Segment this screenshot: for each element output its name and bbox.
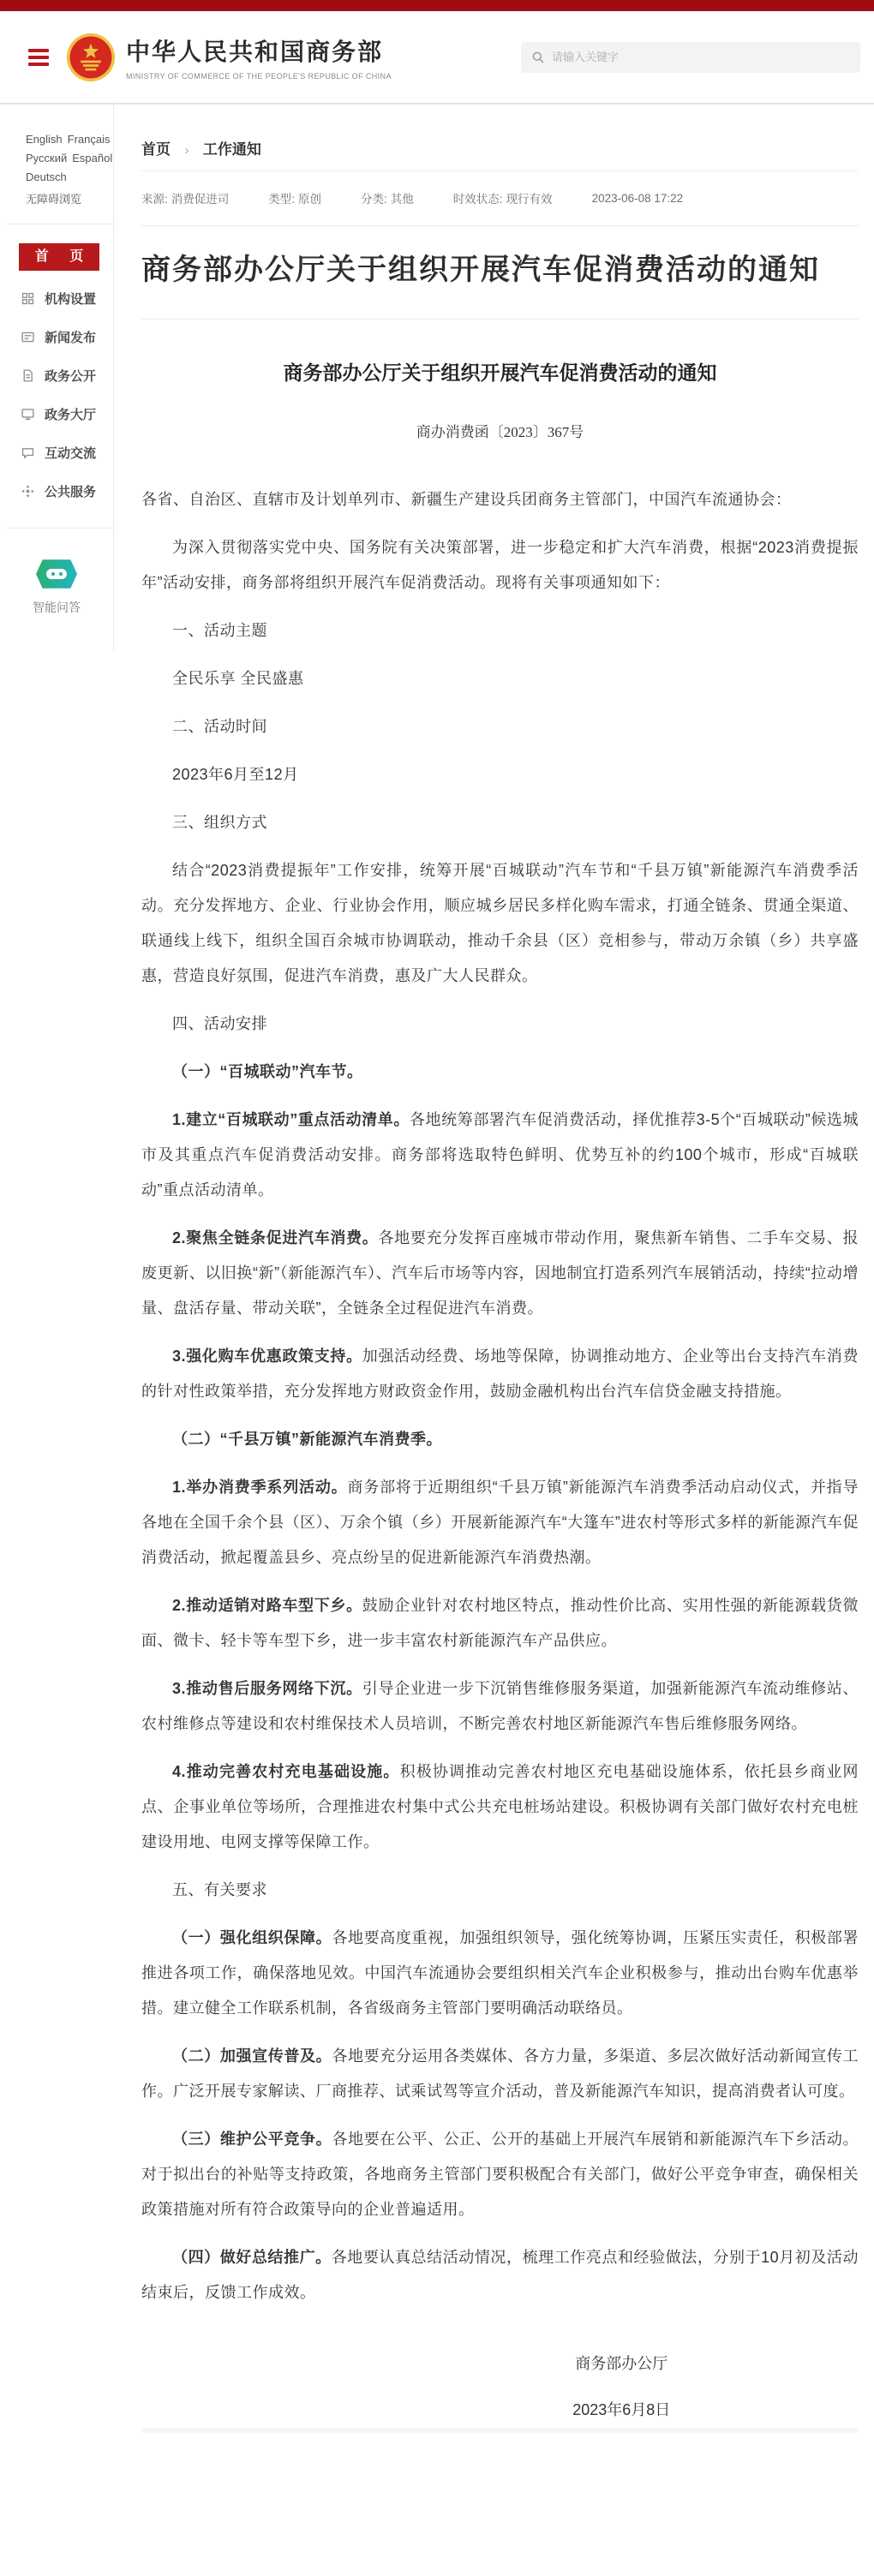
national-emblem-logo [66,33,116,82]
search-icon [531,51,545,64]
paragraph-lead: （二）加强宣传普及。 [172,2047,332,2065]
language-link[interactable]: Deutsch [26,170,67,183]
publish-datetime: 2023-06-08 17:22 [591,191,684,205]
language-links [26,132,120,188]
smart-qa-label: 智能问答 [33,601,81,614]
language-link[interactable]: Français [67,133,111,146]
chat-icon [21,445,35,460]
article-paragraph: 2.推动适销对路车型下乡。鼓励企业针对农村地区特点，推动性价比高、实用性强的新能源载货微面、微卡、轻卡等车型下乡，进一步丰富农村新能源汽车产品供应。 [141,1596,859,1649]
article-paragraph: 3.推动售后服务网络下沉。引导企业进一步下沉销售维修服务渠道，加强新能源汽车流动维修站、农村维修点等建设和农村维保技术人员培训，不断完善农村地区新能源汽车售后维修服务网络。 [141,1679,859,1732]
addressee-line: 各省、自治区、直辖市及计划单列市、新疆生产建设兵团商务主管部门，中国汽车流通协会： [141,490,792,508]
sidebar [0,105,114,652]
news-icon [21,330,35,344]
paragraph-lead: 2.推动适销对路车型下乡。 [172,1596,362,1614]
paragraph-lead: 1.举办消费季系列活动。 [172,1478,348,1496]
sidebar-menu-item[interactable] [0,395,113,433]
sidebar-item-label: 互动交流 [45,446,97,461]
sidebar-menu-item[interactable] [0,472,113,511]
article-paragraph: （一）强化组织保障。各地要高度重视，加强组织领导，强化统筹协调，压紧压实责任，积极部署推进各项工作，确保落地见效。中国汽车流通协会要组织相关汽车企业积极参与，推动出台购车优惠举措。建立健全工作联系机制，各省级商务主管部门要明确活动联络员。 [141,1928,859,2017]
signature-org: 商务部办公厅 [575,2354,668,2372]
article-paragraph: 二、活动时间 [172,717,267,735]
paragraph-lead: 4.推动完善农村充电基础设施。 [172,1762,400,1780]
article-paragraph: 四、活动安排 [172,1014,267,1032]
paragraph-lead: （一）强化组织保障。 [172,1928,332,1946]
article-paragraph: 3.强化购车优惠政策支持。加强活动经费、场地等保障，协调推动地方、企业等出台支持汽车消费的针对性政策举措，充分发挥地方财政资金作用，鼓励金融机构出台汽车信贷金融支持措施。 [141,1347,859,1400]
article-paragraph [141,1055,859,1090]
meta-status: 时效状态: 现行有效 [452,193,553,206]
article-paragraph: 4.推动完善农村充电基础设施。积极协调推动完善农村地区充电基础设施体系，依托县乡商业网点、企事业单位等场所，合理推进农村集中式公共充电桩场站建设。积极协调有关部门做好农村充电桩建设用地、电网支撑等保障工作。 [141,1762,859,1850]
breadcrumb-home-link[interactable]: 首页 [141,141,171,158]
paragraph-lead: （三）维护公平竞争。 [172,2130,332,2148]
service-icon [21,484,35,499]
article-paragraph: 结合“2023消费提振年”工作安排，统筹开展“百城联动”汽车节和“千县万镇”新能源汽车消费季活动。充分发挥地方、企业、行业协会作用，顺应城乡居民多样化购车需求，打通全链条、贯通全渠道、联通线上线下，组织全国百余城市协调联动，推动千余县（区）竞相参与，带动万余镇（乡）共享盛惠，营造良好氛围，促进汽车消费，惠及广大人民群众。 [141,861,859,984]
accessibility-link[interactable]: 无障碍浏览 [26,193,82,206]
breadcrumb-current-link[interactable]: 工作通知 [202,141,261,158]
article-paragraph: 三、组织方式 [172,813,267,831]
paragraph-lead: 2.聚焦全链条促进汽车消费。 [172,1228,379,1246]
monitor-icon [21,407,35,421]
sidebar-menu-item[interactable] [0,433,113,472]
language-link[interactable]: Русский [26,152,68,164]
ministry-title-cn: 中华人民共和国商务部 [126,39,384,65]
breadcrumb [141,105,859,171]
site-header [0,11,874,105]
sidebar-item-label: 机构设置 [45,292,97,307]
article-paragraph: 全民乐享 全民盛惠 [172,669,304,687]
sidebar-item-label: 政务大厅 [45,408,97,422]
article-body [141,530,859,2310]
sidebar-item-label: 政务公开 [45,369,97,384]
top-red-bar [0,0,874,11]
paragraph-lead: （一）“百城联动”汽车节。 [172,1062,363,1080]
robot-icon [36,558,77,590]
smart-qa-button[interactable] [0,547,113,616]
article-paragraph: 2.聚焦全链条促进汽车消费。各地要充分发挥百座城市带动作用，聚焦新车销售、二手车交易、报废更新、以旧换“新”（新能源汽车）、汽车后市场等内容，因地制宜打造系列汽车展销活动，持续“拉动增量、盘活存量、带动关联”，全链条全过程促进汽车消费。 [141,1228,859,1317]
sidebar-menu-item[interactable] [0,318,113,356]
article-paragraph: 1.举办消费季系列活动。商务部将于近期组织“千县万镇”新能源汽车消费季活动启动仪式，并指导各地在全国千余个县（区）、万余个镇（乡）开展新能源汽车“大篷车”进农村等形式多样的新能源汽车促消费活动，掀起覆盖县乡、亮点纷呈的促进新能源汽车消费热潮。 [141,1478,859,1566]
article-paragraph: 1.建立“百城联动”重点活动清单。各地统筹部署汽车促消费活动，择优推荐3-5个“百城联动”候选城市及其重点汽车促消费活动安排。商务部将选取特色鲜明、优势互补的约100个城市，形成“百城联动”重点活动清单。 [141,1110,859,1198]
meta-category: 分类: 其他 [361,193,414,206]
paragraph-lead: （四）做好总结推广。 [172,2248,332,2266]
document-number: 商办消费函〔2023〕367号 [416,423,584,440]
article-paragraph: （四）做好总结推广。各地要认真总结活动情况，梳理工作亮点和经验做法，分别于10月初及活动结束后，反馈工作成效。 [141,2248,859,2301]
article-paragraph: 为深入贯彻落实党中央、国务院有关决策部署，进一步稳定和扩大汽车消费，根据“2023消费提振年”活动安排，商务部将组织开展汽车促消费活动。现将有关事项通知如下： [141,538,859,591]
menu-hamburger-icon[interactable] [28,49,49,66]
article-paragraph: （二）加强宣传普及。各地要充分运用各类媒体、各方力量，多渠道、多层次做好活动新闻宣传工作。广泛开展专家解读、厂商推荐、试乘试驾等宣介活动，普及新能源汽车知识，提高消费者认可度。 [141,2047,859,2100]
article-paragraph: 2023年6月至12月 [172,765,299,783]
sidebar-item-label: 公共服务 [45,485,97,499]
language-link[interactable]: Español [72,152,113,164]
sidebar-menu-item[interactable] [0,279,113,318]
grid-icon [21,291,35,306]
search-box [521,42,860,73]
paragraph-lead: 3.推动售后服务网络下沉。 [172,1679,362,1697]
sidebar-divider [7,528,113,529]
sidebar-home-button[interactable]: 首 页 [19,243,99,271]
sidebar-item-label: 新闻发布 [45,331,97,345]
breadcrumb-separator-icon: › [184,143,189,158]
page-bottom-edge [141,2428,859,2433]
article-paragraph [141,1422,859,1457]
language-link[interactable]: English [26,133,63,146]
page-title: 商务部办公厅关于组织开展汽车促消费活动的通知 [141,250,859,320]
article-meta [141,171,859,226]
meta-source: 来源: 消费促进司 [141,193,230,206]
paragraph-lead: 1.建立“百城联动”重点活动清单。 [172,1110,410,1128]
sidebar-menu [0,279,113,511]
paragraph-lead: （二）“千县万镇”新能源汽车消费季。 [172,1430,442,1448]
ministry-title-en: MINISTRY OF COMMERCE OF THE PEOPLE'S REPUBLIC OF CHINA [126,72,392,81]
signature-block [514,2352,728,2420]
article-paragraph: 五、有关要求 [172,1880,267,1898]
ministry-titles [126,33,392,81]
signature-date: 2023年6月8日 [572,2400,671,2418]
article-paragraph: 一、活动主题 [172,621,267,639]
document-title: 商务部办公厅关于组织开展汽车促消费活动的通知 [283,362,717,384]
sidebar-menu-item[interactable] [0,356,113,395]
paragraph-lead: 3.强化购车优惠政策支持。 [172,1347,362,1365]
main-content [114,105,874,2433]
search-input[interactable] [552,51,850,63]
meta-type: 类型: 原创 [268,193,322,206]
article-paragraph: （三）维护公平竞争。各地要在公平、公正、公开的基础上开展汽车展销和新能源汽车下乡活动。对于拟出台的补贴等支持政策，各地商务主管部门要积极配合有关部门，做好公平竞争审查，确保相关政策措施对所有符合政策导向的企业普遍适用。 [141,2130,859,2218]
doc-icon [21,368,35,383]
